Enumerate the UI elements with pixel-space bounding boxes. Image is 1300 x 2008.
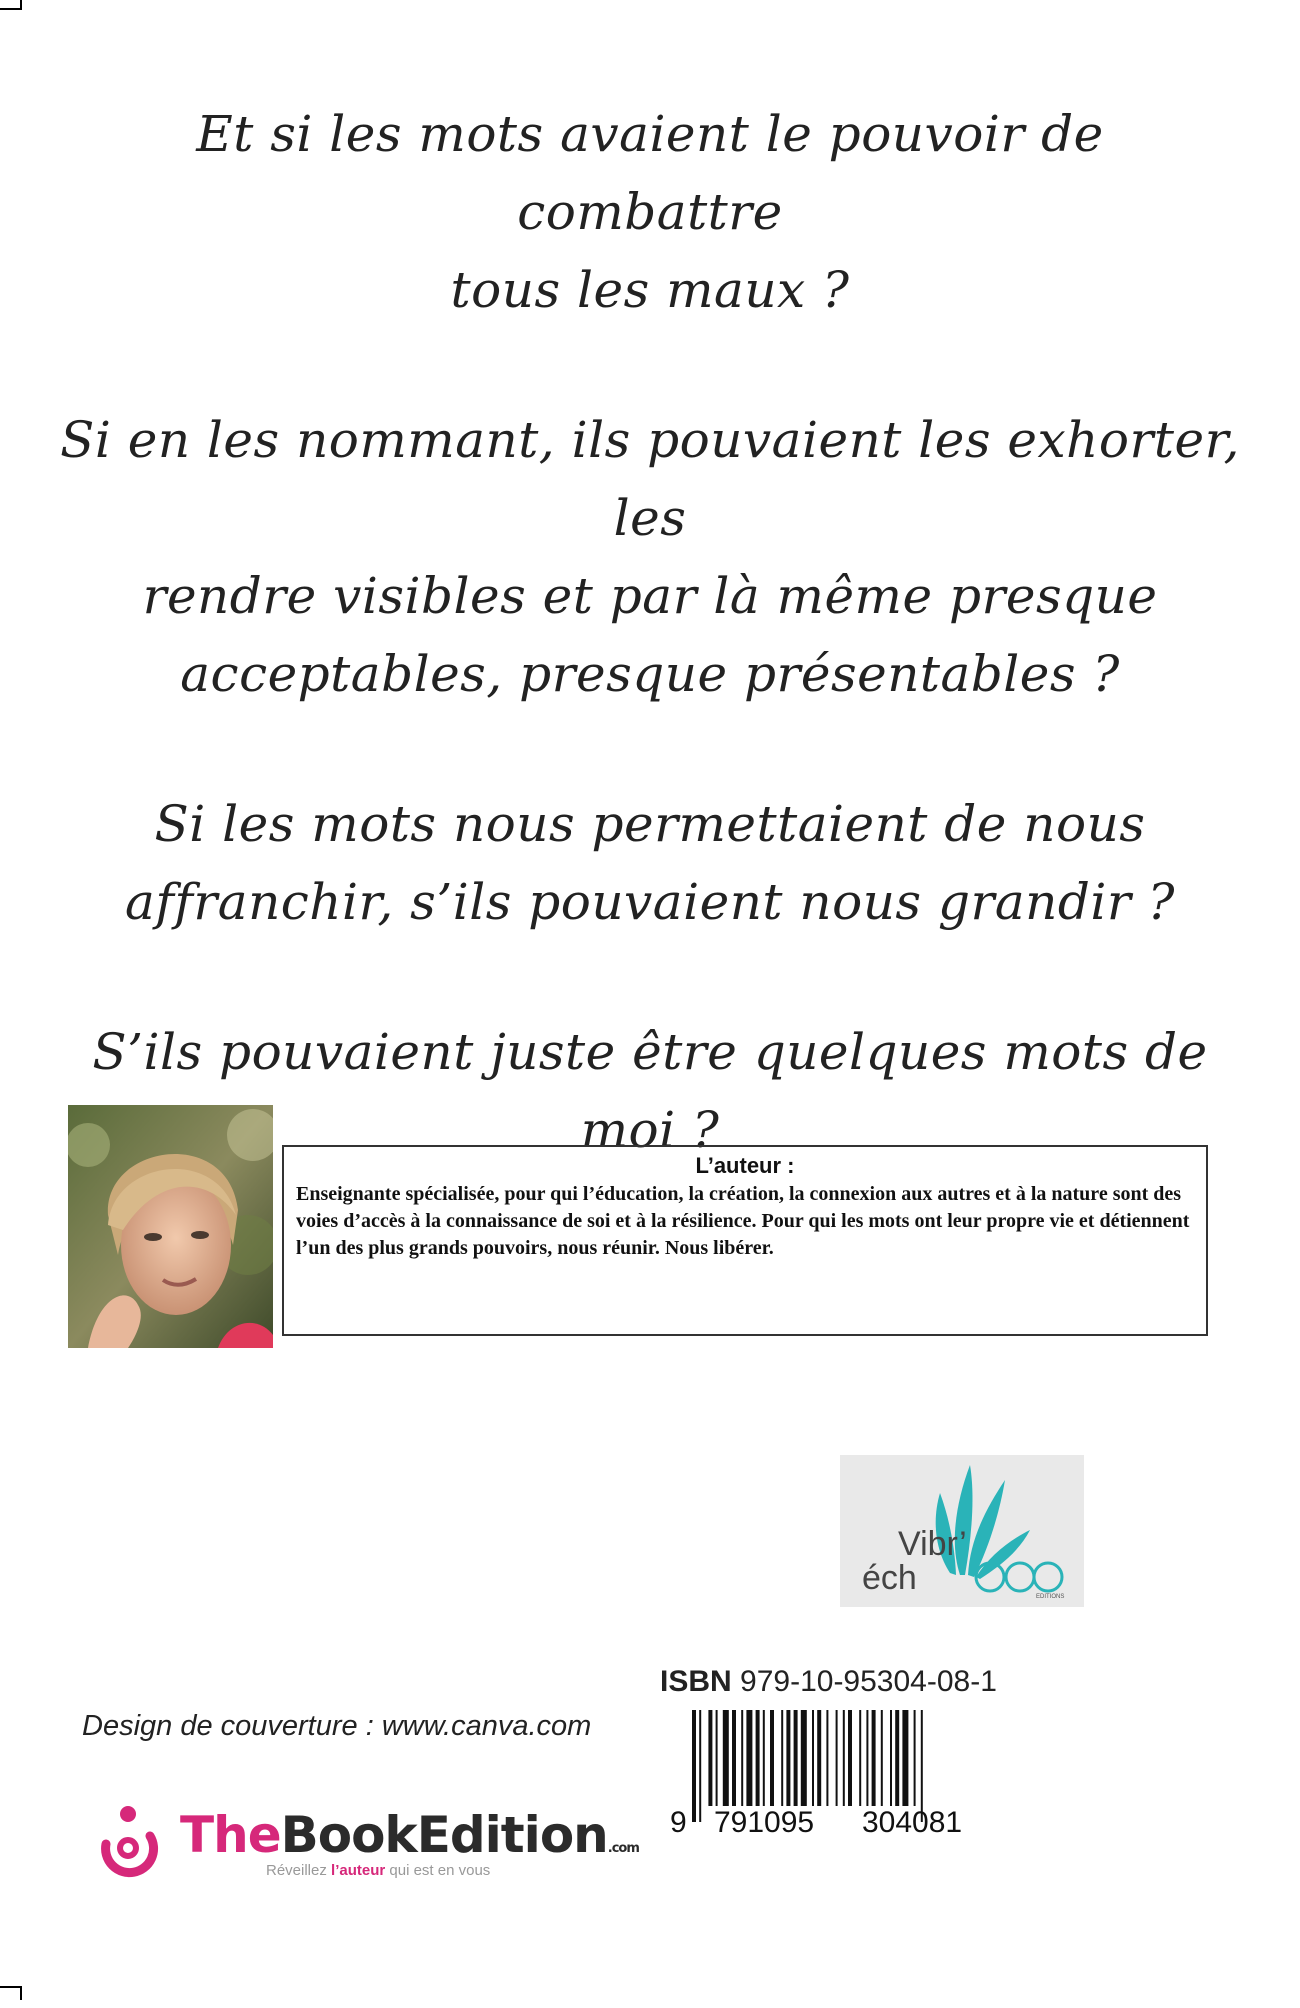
barcode-digits-left: 791095	[714, 1806, 815, 1839]
barcode-bar	[770, 1710, 774, 1806]
barcode-bar	[708, 1710, 712, 1806]
barcode-bar	[732, 1710, 736, 1806]
barcode-digit-lead: 9	[670, 1806, 687, 1839]
poem-text	[60, 95, 1240, 1241]
barcode-bar	[866, 1710, 868, 1806]
poem-line: affranchir, s’ils pouvaient nous grandir ?	[125, 873, 1175, 931]
vibr-logo-line1: Vibr’	[898, 1525, 967, 1563]
tagline-highlight: l’auteur	[331, 1862, 386, 1879]
poem-line: acceptables, presque présentables ?	[180, 645, 1120, 703]
barcode-bar	[826, 1710, 828, 1806]
author-bio-title: L’auteur :	[695, 1153, 795, 1178]
barcode-bar	[817, 1710, 821, 1806]
poem-line: rendre visibles et par là même presque	[142, 567, 1158, 625]
barcode-bar	[902, 1710, 908, 1806]
author-bio-text: Enseignante spécialisée, pour qui l’éducation, la création, la connexion aux autres et à la nature sont des voies d’accès à la connaissance de soi et à la résilience. Pour qui les mots ont leur propre vie et détiennent l’un des plus grands pouvoirs, nous réunir. Nous libérer.	[296, 1183, 1190, 1259]
barcode-bar	[746, 1710, 752, 1806]
barcode-bar	[716, 1710, 718, 1806]
barcode-bar	[895, 1710, 899, 1806]
thebookedition-emblem-icon	[88, 1800, 168, 1880]
crop-mark-bottom-left-h	[0, 1986, 22, 1988]
vibr-logo-small: EDITIONS	[1036, 1594, 1065, 1600]
isbn-label: ISBN	[660, 1665, 732, 1698]
barcode-bar	[890, 1710, 892, 1806]
barcode-digits-right: 304081	[862, 1806, 963, 1839]
barcode-bar	[801, 1710, 807, 1806]
barcode-bar	[848, 1710, 852, 1806]
barcode-bar	[843, 1710, 845, 1806]
poem-stanza-2	[60, 401, 1240, 713]
crop-mark-top-left-h	[0, 8, 22, 10]
isbn-barcode	[670, 1710, 1002, 1845]
author-photo	[68, 1105, 273, 1348]
barcode-bar	[872, 1710, 876, 1806]
barcode-bar	[699, 1710, 701, 1822]
barcode-bar	[881, 1710, 883, 1806]
barcode-bar	[794, 1710, 798, 1806]
crop-mark-top-left-v	[20, 0, 22, 10]
poem-line: Si en les nommant, ils pouvaient les exhorter, les	[60, 411, 1240, 547]
barcode-bar	[812, 1710, 814, 1806]
tbe-bookedition: BookEdition	[280, 1806, 608, 1864]
poem-line: Si les mots nous permettaient de nous	[154, 795, 1146, 853]
barcode-bar	[723, 1710, 729, 1806]
barcode-bar	[781, 1710, 783, 1806]
tagline-pre: Réveillez	[266, 1862, 332, 1879]
poem-line: tous les maux ?	[450, 261, 850, 319]
barcode-bar	[786, 1710, 790, 1806]
barcode-bar	[756, 1710, 760, 1806]
isbn-line	[660, 1665, 997, 1699]
author-bio-box	[282, 1145, 1208, 1336]
crop-mark-bottom-left-v	[20, 1986, 22, 2000]
isbn-value: 979-10-95304-08-1	[740, 1665, 997, 1698]
tbe-the: The	[180, 1806, 281, 1864]
barcode-bar	[763, 1710, 765, 1806]
tbe-com: .com	[607, 1841, 639, 1856]
thebookedition-wordmark	[180, 1806, 639, 1864]
poem-line: Et si les mots avaient le pouvoir de combattre	[196, 105, 1104, 241]
barcode-bar	[692, 1710, 696, 1822]
tagline-post: qui est en vous	[385, 1862, 491, 1879]
vibr-logo-line2: éch	[862, 1559, 917, 1597]
thebookedition-tagline	[266, 1862, 490, 1879]
barcode-bar	[741, 1710, 743, 1806]
poem-stanza-3	[60, 785, 1240, 941]
thebookedition-logo	[88, 1800, 639, 1880]
barcode-bar	[859, 1710, 861, 1806]
vibr-echo-logo	[840, 1455, 1084, 1607]
poem-stanza-1	[60, 95, 1240, 329]
poem-line: S’ils pouvaient juste être quelques mots de moi ?	[92, 1023, 1208, 1159]
barcode-bar	[836, 1710, 838, 1806]
design-credit: Design de couverture : www.canva.com	[82, 1710, 592, 1742]
barcode-bar	[914, 1710, 916, 1806]
